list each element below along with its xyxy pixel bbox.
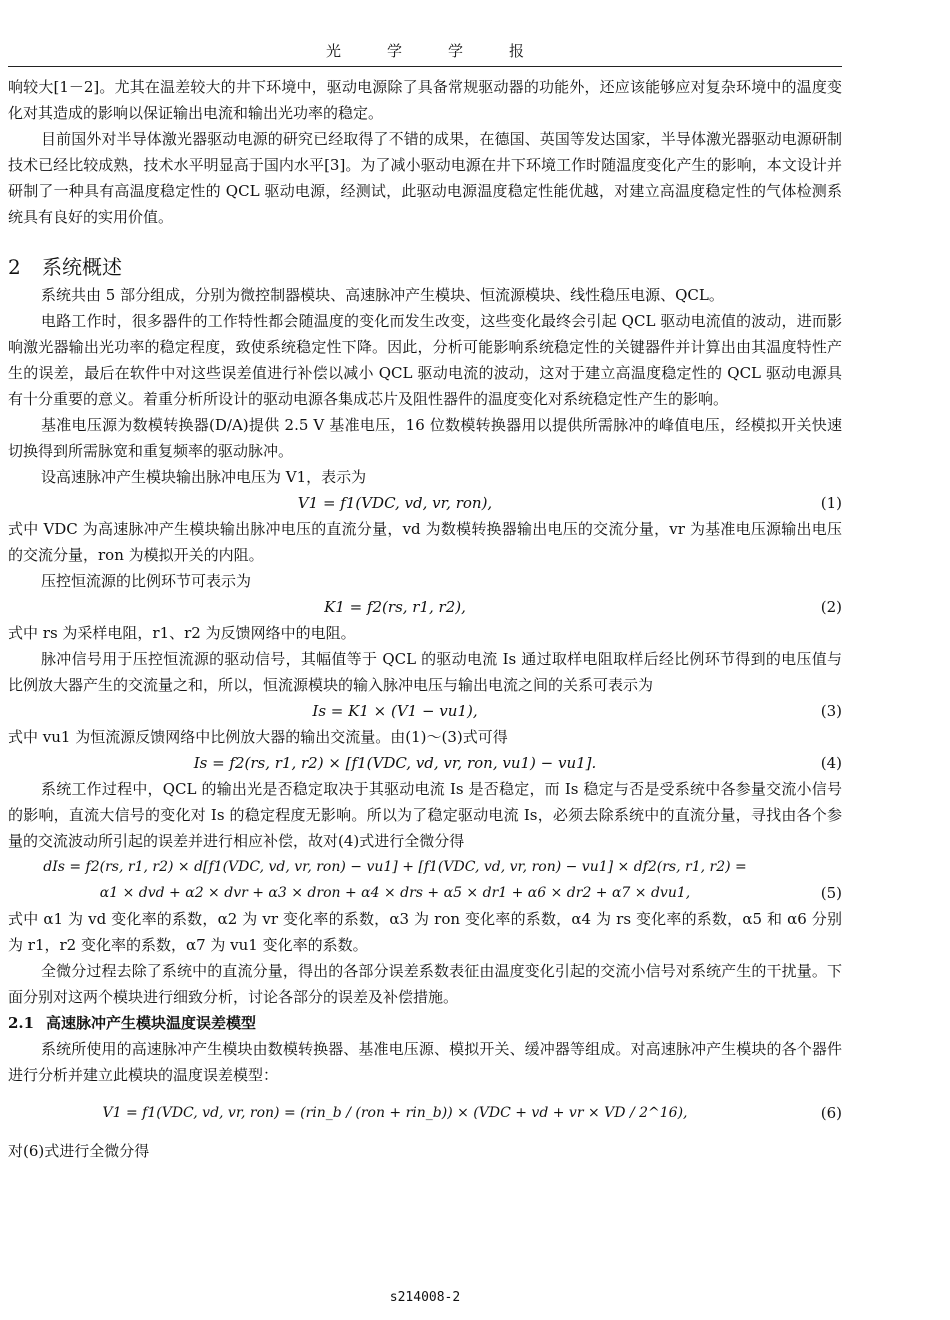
paragraph: 设高速脉冲产生模块输出脉冲电压为 V1，表示为	[41, 468, 367, 486]
page-footer-id: s214008-2	[389, 1290, 461, 1305]
equation-5-line-1	[8, 854, 842, 880]
equation-expression: V1 = f1(VDC, vd, vr, ron),	[297, 494, 493, 512]
equation-5-line-2	[8, 880, 842, 906]
equation-2	[8, 594, 842, 620]
equation-expression: Is = f2(rs, r1, r2) × [f1(VDC, vd, vr, ron, vu1) − vu1].	[193, 754, 597, 772]
paragraph: 压控恒流源的比例环节可表示为	[41, 572, 252, 590]
paragraph-continuation: 响较大[1－2]。尤其在温差较大的井下环境中，驱动电源除了具备常规驱动器的功能外，还应该能够应对复杂环境中的温度变化对其造成的影响以保证输出电流和输出光功率的稳定。	[8, 78, 842, 122]
section-title: 系统概述	[42, 255, 122, 279]
paragraph: 脉冲信号用于压控恒流源的驱动信号，其幅值等于 QCL 的驱动电流 Is 通过取样电阻取样后经比例环节得到的电压值与比例放大器产生的交流量之和，所以，恒流源模块的输入脉冲电压与输出电流之间的关系可表示为	[8, 650, 842, 694]
paragraph: 式中 α1 为 vd 变化率的系数，α2 为 vr 变化率的系数，α3 为 ron 变化率的系数，α4 为 rs 变化率的系数，α5 和 α6 分别为 r1，r2 变化率的系数，α7 为 vu1 变化率的系数。	[8, 910, 842, 954]
equation-expression: dIs = f2(rs, r1, r2) × d[f1(VDC, vd, vr, ron) − vu1] + [f1(VDC, vd, vr, ron) − vu1] × df2(rs, r1, r2) =	[43, 859, 747, 875]
equation-number: (6)	[820, 1104, 842, 1122]
paragraph-background: 目前国外对半导体激光器驱动电源的研究已经取得了不错的成果，在德国、英国等发达国家，半导体激光器驱动电源研制技术已经比较成熟，技术水平明显高于国内水平[3]。为了减小驱动电源在井下环境工作时随温度变化产生的影响，本文设计并研制了一种具有高温度稳定性的 QCL 驱动电源，经测试，此驱动电源温度稳定性能优越，对建立高温度稳定性的气体检测系统具有良好的实用价值。	[8, 130, 842, 226]
paragraph: 式中 VDC 为高速脉冲产生模块输出脉冲电压的直流分量，vd 为数模转换器输出电压的交流分量，vr 为基准电压源输出电压的交流分量，ron 为模拟开关的内阻。	[8, 520, 842, 564]
subsection-number: 2.1	[8, 1014, 35, 1032]
section-number: 2	[8, 255, 21, 279]
subsection-title: 高速脉冲产生模块温度误差模型	[46, 1014, 257, 1032]
paragraph: 系统所使用的高速脉冲产生模块由数模转换器、基准电压源、模拟开关、缓冲器等组成。对高速脉冲产生模块的各个器件进行分析并建立此模块的温度误差模型：	[8, 1040, 842, 1084]
equation-expression: V1 = f1(VDC, vd, vr, ron) = (rin_b / (ron + rin_b)) × (VDC + vd + vr × VD / 2^16),	[102, 1105, 688, 1121]
paragraph: 对(6)式进行全微分得	[8, 1142, 150, 1160]
paragraph: 全微分过程去除了系统中的直流分量，得出的各部分误差系数表征由温度变化引起的交流小信号对系统产生的干扰量。下面分别对这两个模块进行细致分析，讨论各部分的误差及补偿措施。	[8, 962, 842, 1006]
paragraph: 式中 vu1 为恒流源反馈网络中比例放大器的输出交流量。由(1)～(3)式可得	[8, 728, 508, 746]
paragraph: 基准电压源为数模转换器(D/A)提供 2.5 V 基准电压，16 位数模转换器用以提供所需脉冲的峰值电压，经模拟开关快速切换得到所需脉宽和重复频率的驱动脉冲。	[8, 416, 842, 460]
equation-number: (4)	[820, 754, 842, 772]
paragraph: 系统工作过程中，QCL 的输出光是否稳定取决于其驱动电流 Is 是否稳定，而 Is 稳定与否是受系统中各参量交流小信号的影响，直流大信号的变化对 Is 的稳定程度无影响。所以为了稳定驱动电流 Is，必须去除系统中的直流分量，寻找由各个参量的交流波动所引起的误差并进行相应补偿，故对(4)式进行全微分得	[8, 780, 842, 850]
subsection-heading	[8, 1010, 842, 1036]
equation-6	[8, 1088, 842, 1138]
equation-1	[8, 490, 842, 516]
equation-number: (1)	[820, 494, 842, 512]
header-rule	[8, 66, 842, 67]
equation-number: (2)	[820, 598, 842, 616]
equation-4	[8, 750, 842, 776]
equation-expression: K1 = f2(rs, r1, r2),	[324, 598, 466, 616]
equation-number: (3)	[820, 702, 842, 720]
equation-expression: α1 × dvd + α2 × dvr + α3 × dron + α4 × drs + α5 × dr1 + α6 × dr2 + α7 × dvu1,	[99, 885, 691, 901]
paragraph: 式中 rs 为采样电阻，r1、r2 为反馈网络中的电阻。	[8, 624, 356, 642]
paragraph: 系统共由 5 部分组成，分别为微控制器模块、高速脉冲产生模块、恒流源模块、线性稳压电源、QCL。	[41, 286, 724, 304]
equation-expression: Is = K1 × (V1 − vu1),	[312, 702, 478, 720]
article-body	[8, 74, 842, 1164]
running-header: 光学学报	[325, 42, 570, 60]
paragraph: 电路工作时，很多器件的工作特性都会随温度的变化而发生改变，这些变化最终会引起 QCL 驱动电流值的波动，进而影响激光器输出光功率的稳定程度，致使系统稳定性下降。因此，分析可能影响系统稳定性的关键器件并计算出由其温度特性产生的误差，最后在软件中对这些误差值进行补偿以减小 QCL 驱动电流的波动，这对于建立高温度稳定性的 QCL 驱动电源具有十分重要的意义。着重分析所设计的驱动电源各集成芯片及阻性器件的温度变化对系统稳定性产生的影响。	[8, 312, 842, 408]
equation-number: (5)	[820, 884, 842, 902]
section-heading	[8, 252, 842, 282]
equation-3	[8, 698, 842, 724]
